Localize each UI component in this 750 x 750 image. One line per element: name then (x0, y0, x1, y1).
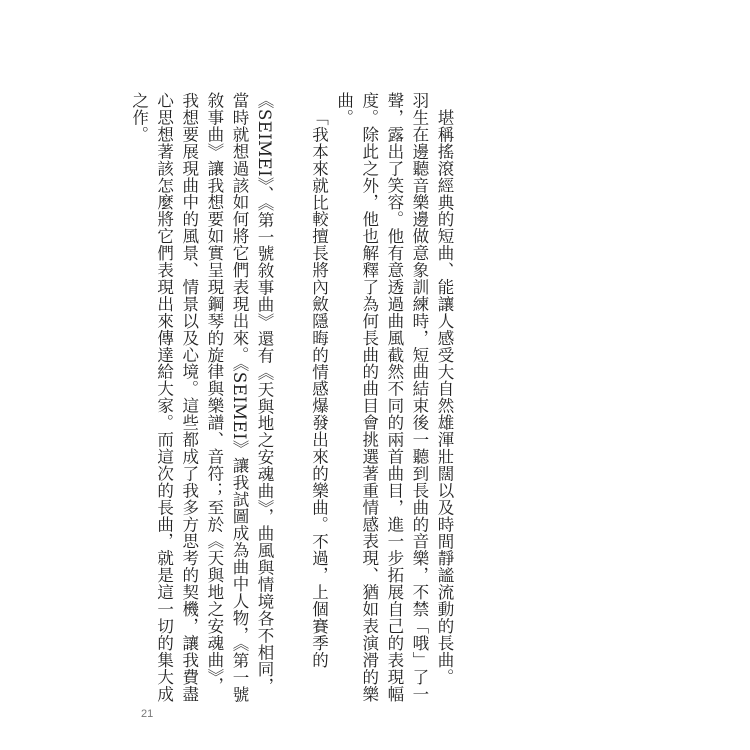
text-line: 曲。 (334, 92, 354, 126)
text-line: 聲，露出了笑容。他有意透過曲風截然不同的兩首曲目，進一步拓展自己的表現幅 (384, 92, 404, 703)
text-line: 當時就想過該如何將它們表現出來。《SEIMEI》讓我試圖成為曲中人物，《第一號 (229, 92, 249, 703)
text-line: 羽生在邊聽音樂邊做意象訓練時，短曲結束後一聽到長曲的音樂，不禁「哦」了一 (409, 92, 429, 703)
text-line: 度。除此之外，他也解釋了為何長曲的曲目會挑選著重情感表現、猶如表演滑的樂 (359, 92, 379, 703)
vertical-body-text (121, 92, 454, 703)
text-line: 之作。 (129, 92, 149, 143)
text-line: 心思想著該怎麼將它們表現出來傳達給大家。而這次的長曲，就是這一切的集大成 (154, 92, 174, 703)
text-line: 《SEIMEI》、《第一號敘事曲》還有《天與地之安魂曲》，曲風與情境各不相同， (255, 92, 275, 695)
text-line: 「我本來就比較擅長將內斂隱晦的情感爆發出來的樂曲。不過，上個賽季的 (309, 109, 329, 669)
text-line: 敘事曲》讓我想要如實呈現鋼琴的旋律與樂譜、音符；至於《天與地之安魂曲》， (204, 92, 224, 694)
text-line: 堪稱搖滾經典的短曲、能讓人感受大自然雄渾壯闊以及時間靜謐流動的長曲。 (435, 109, 454, 686)
page-number: 21 (141, 708, 154, 720)
text-line: 我想要展現曲中的風景、情景以及心境。這些都成了我多方思考的契機，讓我費盡 (179, 92, 199, 703)
